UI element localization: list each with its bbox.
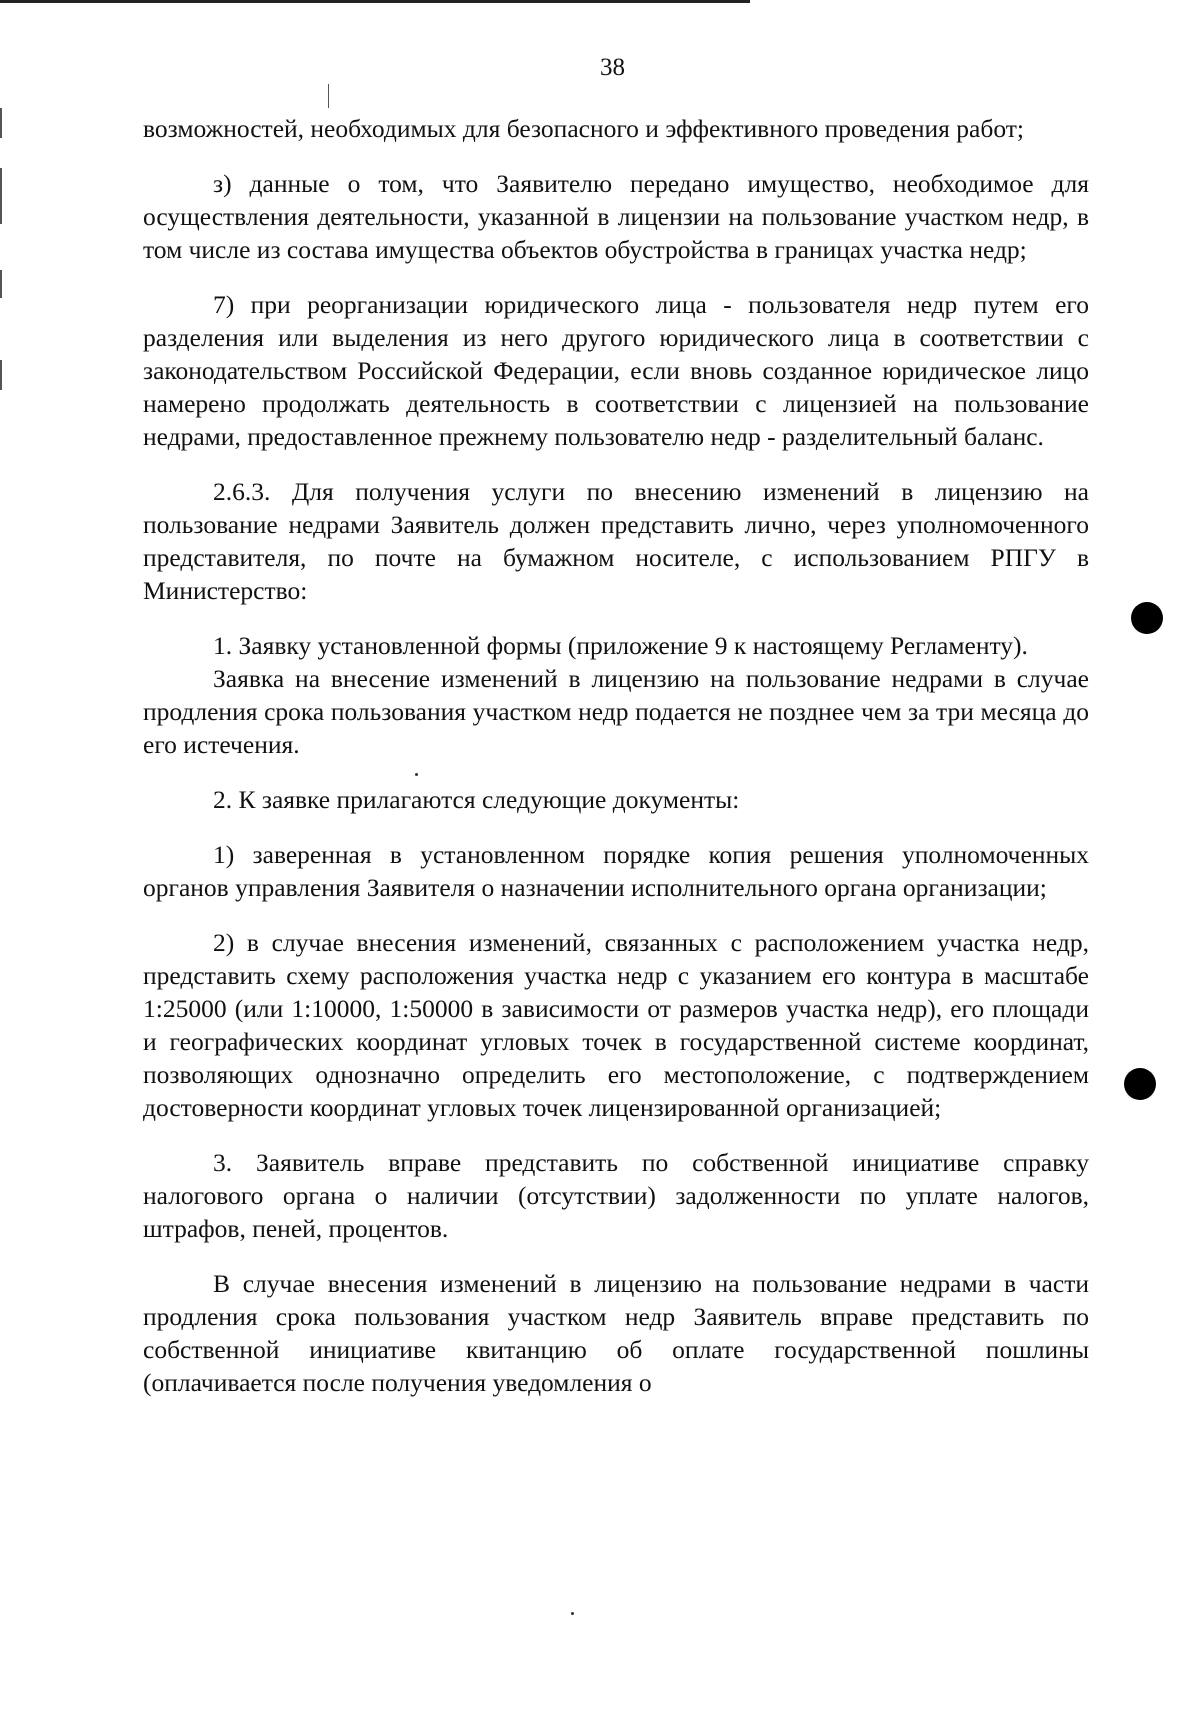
scan-margin-mark [328,84,329,108]
scan-margin-mark [0,360,2,390]
paragraph-item-z: з) данные о том, что Заявителю передано имущество, необходимое для осуществления деятельности, указанной в лицензии на пользование участком недр, в том числе из состава имущества объектов обустройства в границах участка недр; [143,169,1089,264]
document-body [143,112,1089,1421]
scan-margin-mark [0,168,2,224]
paragraph-item-2-heading: 2. К заявке прилагаются следующие документы: [213,785,740,814]
punch-hole [1131,602,1163,634]
punch-hole [1124,1068,1156,1100]
scan-top-rule [0,0,750,3]
paragraph-item-3: 3. Заявитель вправе представить по собственной инициативе справку налогового органа о наличии (отсутствии) задолженности по уплате налогов, штрафов, пеней, процентов. [143,1148,1089,1243]
paragraph-duty-receipt: В случае внесения изменений в лицензию на пользование недрами в части продления срока пользования участком недр Заявитель вправе представить по собственной инициативе квитанцию об оплате государственной пошлины (оплачивается после получения уведомления о [143,1269,1089,1397]
scan-margin-mark [0,270,2,298]
paragraph-doc-1: 1) заверенная в установленном порядке копия решения уполномоченных органов управления Заявителя о назначении исполнительного органа организации; [143,840,1089,902]
paragraph-continuation: возможностей, необходимых для безопасного и эффективного проведения работ; [143,114,1024,143]
page-number: 38 [600,54,625,81]
scan-speck [571,1612,574,1615]
paragraph-item-7: 7) при реорганизации юридического лица - пользователя недр путем его разделения или выделения из него другого юридического лица в соответствии с законодательством Российской Федерации, если вновь созданное юридическое лицо намерено продолжать деятельность в соответствии с лицензией на пользование недрами, предоставленное прежнему пользователю недр - разделительный баланс. [143,290,1089,451]
paragraph-section-2-6-3: 2.6.3. Для получения услуги по внесению изменений в лицензию на пользование недрами Заявитель должен представить лично, через уполномоченного представителя, по почте на бумажном носителе, с использованием РПГУ в Министерство: [143,477,1089,605]
paragraph-application-deadline: Заявка на внесение изменений в лицензию на пользование недрами в случае продления срока пользования участком недр подается не позднее чем за три месяца до его истечения. [143,664,1089,759]
scan-margin-mark [0,108,2,138]
paragraph-doc-2: 2) в случае внесения изменений, связанных с расположением участка недр, представить схему расположения участка недр с указанием его контура в масштабе 1:25000 (или 1:10000, 1:50000 в зависимости от размеров участка недр), его площади и географических координат угловых точек в государственной системе координат, позволяющих однозначно определить его местоположение, с подтверждением достоверности координат угловых точек лицензированной организацией; [143,928,1089,1122]
paragraph-item-1: 1. Заявку установленной формы (приложение 9 к настоящему Регламенту). [213,631,1028,660]
